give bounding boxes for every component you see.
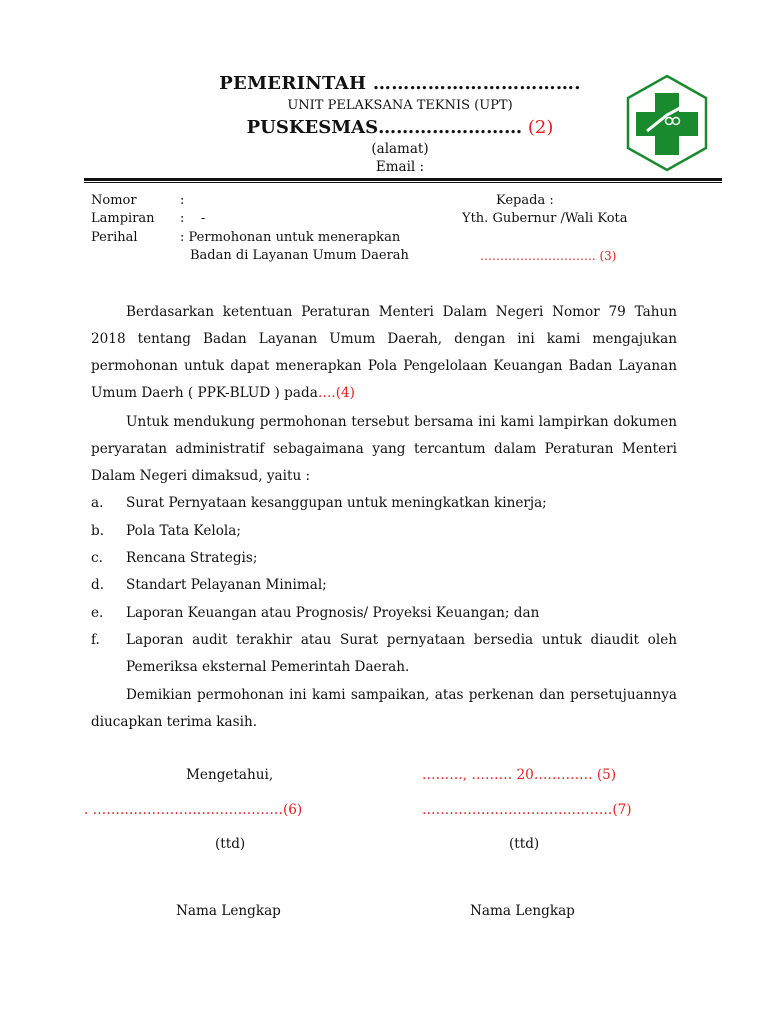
left-ttd: (ttd) bbox=[215, 836, 246, 852]
left-full-name: Nama Lengkap bbox=[176, 903, 281, 919]
header-address: (alamat) bbox=[371, 141, 429, 157]
perihal-value-1: : Permohonan untuk menerapkan bbox=[180, 230, 401, 245]
list-item-text: Surat Pernyataan kesanggupan untuk meningkatkan kinerja; bbox=[126, 495, 547, 511]
header-rule-thick bbox=[84, 178, 722, 181]
paragraph-2 bbox=[91, 409, 677, 490]
header-puskesmas bbox=[140, 117, 660, 138]
perihal-label: Perihal bbox=[91, 230, 138, 245]
header-email: Email : bbox=[375, 159, 425, 175]
lampiran-value: : - bbox=[180, 211, 206, 226]
nomor-label: Nomor bbox=[91, 193, 137, 208]
puskesmas-logo-icon bbox=[625, 73, 709, 173]
kepada-label: Kepada : bbox=[496, 193, 554, 208]
list-item-label: c. bbox=[91, 550, 103, 566]
list-item-label: e. bbox=[91, 605, 104, 621]
right-full-name: Nama Lengkap bbox=[470, 903, 575, 919]
recipient-dots: ……………………….. (3) bbox=[480, 249, 617, 263]
paragraph-3-text: Demikian permohonan ini kami sampaikan, atas perkenan dan persetujuannya diucapkan terima kasih. bbox=[91, 687, 677, 730]
header-government: PEMERINTAH ……………………………. bbox=[219, 73, 581, 94]
puskesmas-name: PUSKESMAS…………………… bbox=[246, 117, 523, 138]
nomor-colon: : bbox=[180, 193, 185, 208]
marker-4: ….(4) bbox=[317, 385, 355, 401]
perihal-value-2: Badan di Layanan Umum Daerah bbox=[190, 248, 409, 263]
paragraph-1-text: Berdasarkan ketentuan Peraturan Menteri Dalam Negeri Nomor 79 Tahun 2018 tentang Badan Layanan Umum Daerah, dengan ini kami mengajukan permohonan untuk dapat menerapkan Pola Pengelolaan Keuangan Badan Layanan Umum Daerh ( PPK-BLUD ) pada bbox=[91, 304, 677, 401]
list-item-label: f. bbox=[91, 632, 100, 648]
paragraph-2-text: Untuk mendukung permohonan tersebut bersama ini kami lampirkan dokumen peryaratan administratif sebagaimana yang tercantum dalam Peraturan Menteri Dalam Negeri dimaksud, yaitu : bbox=[91, 414, 677, 484]
paragraph-1 bbox=[91, 299, 677, 407]
marker-2: (2) bbox=[522, 117, 554, 138]
header-upt: UNIT PELAKSANA TEKNIS (UPT) bbox=[287, 98, 513, 113]
paragraph-3 bbox=[91, 682, 677, 736]
list-item-label: b. bbox=[91, 523, 105, 539]
header-rule-thin bbox=[84, 182, 722, 183]
list-item-text: Rencana Strategis; bbox=[126, 550, 258, 566]
lampiran-label: Lampiran bbox=[91, 211, 155, 226]
list-item-text: Laporan audit terakhir atau Surat pernyataan bersedia untuk diaudit oleh Pemeriksa eksternal Pemerintah Daerah. bbox=[126, 632, 677, 675]
recipient-title: Yth. Gubernur /Wali Kota bbox=[462, 211, 628, 226]
list-item-text: Standart Pelayanan Minimal; bbox=[126, 577, 327, 593]
right-ttd: (ttd) bbox=[509, 836, 540, 852]
left-signature-dots: . ……………………………………(6) bbox=[84, 802, 303, 818]
left-signature-heading: Mengetahui, bbox=[186, 767, 274, 783]
list-item-text: Laporan Keuangan atau Prognosis/ Proyeksi Keuangan; dan bbox=[126, 605, 540, 621]
list-item-label: d. bbox=[91, 577, 105, 593]
list-item-text: Pola Tata Kelola; bbox=[126, 523, 241, 539]
right-signature-dots: ……………………………………(7) bbox=[422, 802, 632, 818]
list-item-label: a. bbox=[91, 495, 104, 511]
right-signature-date: ………, ……… 20…………. (5) bbox=[422, 767, 617, 783]
